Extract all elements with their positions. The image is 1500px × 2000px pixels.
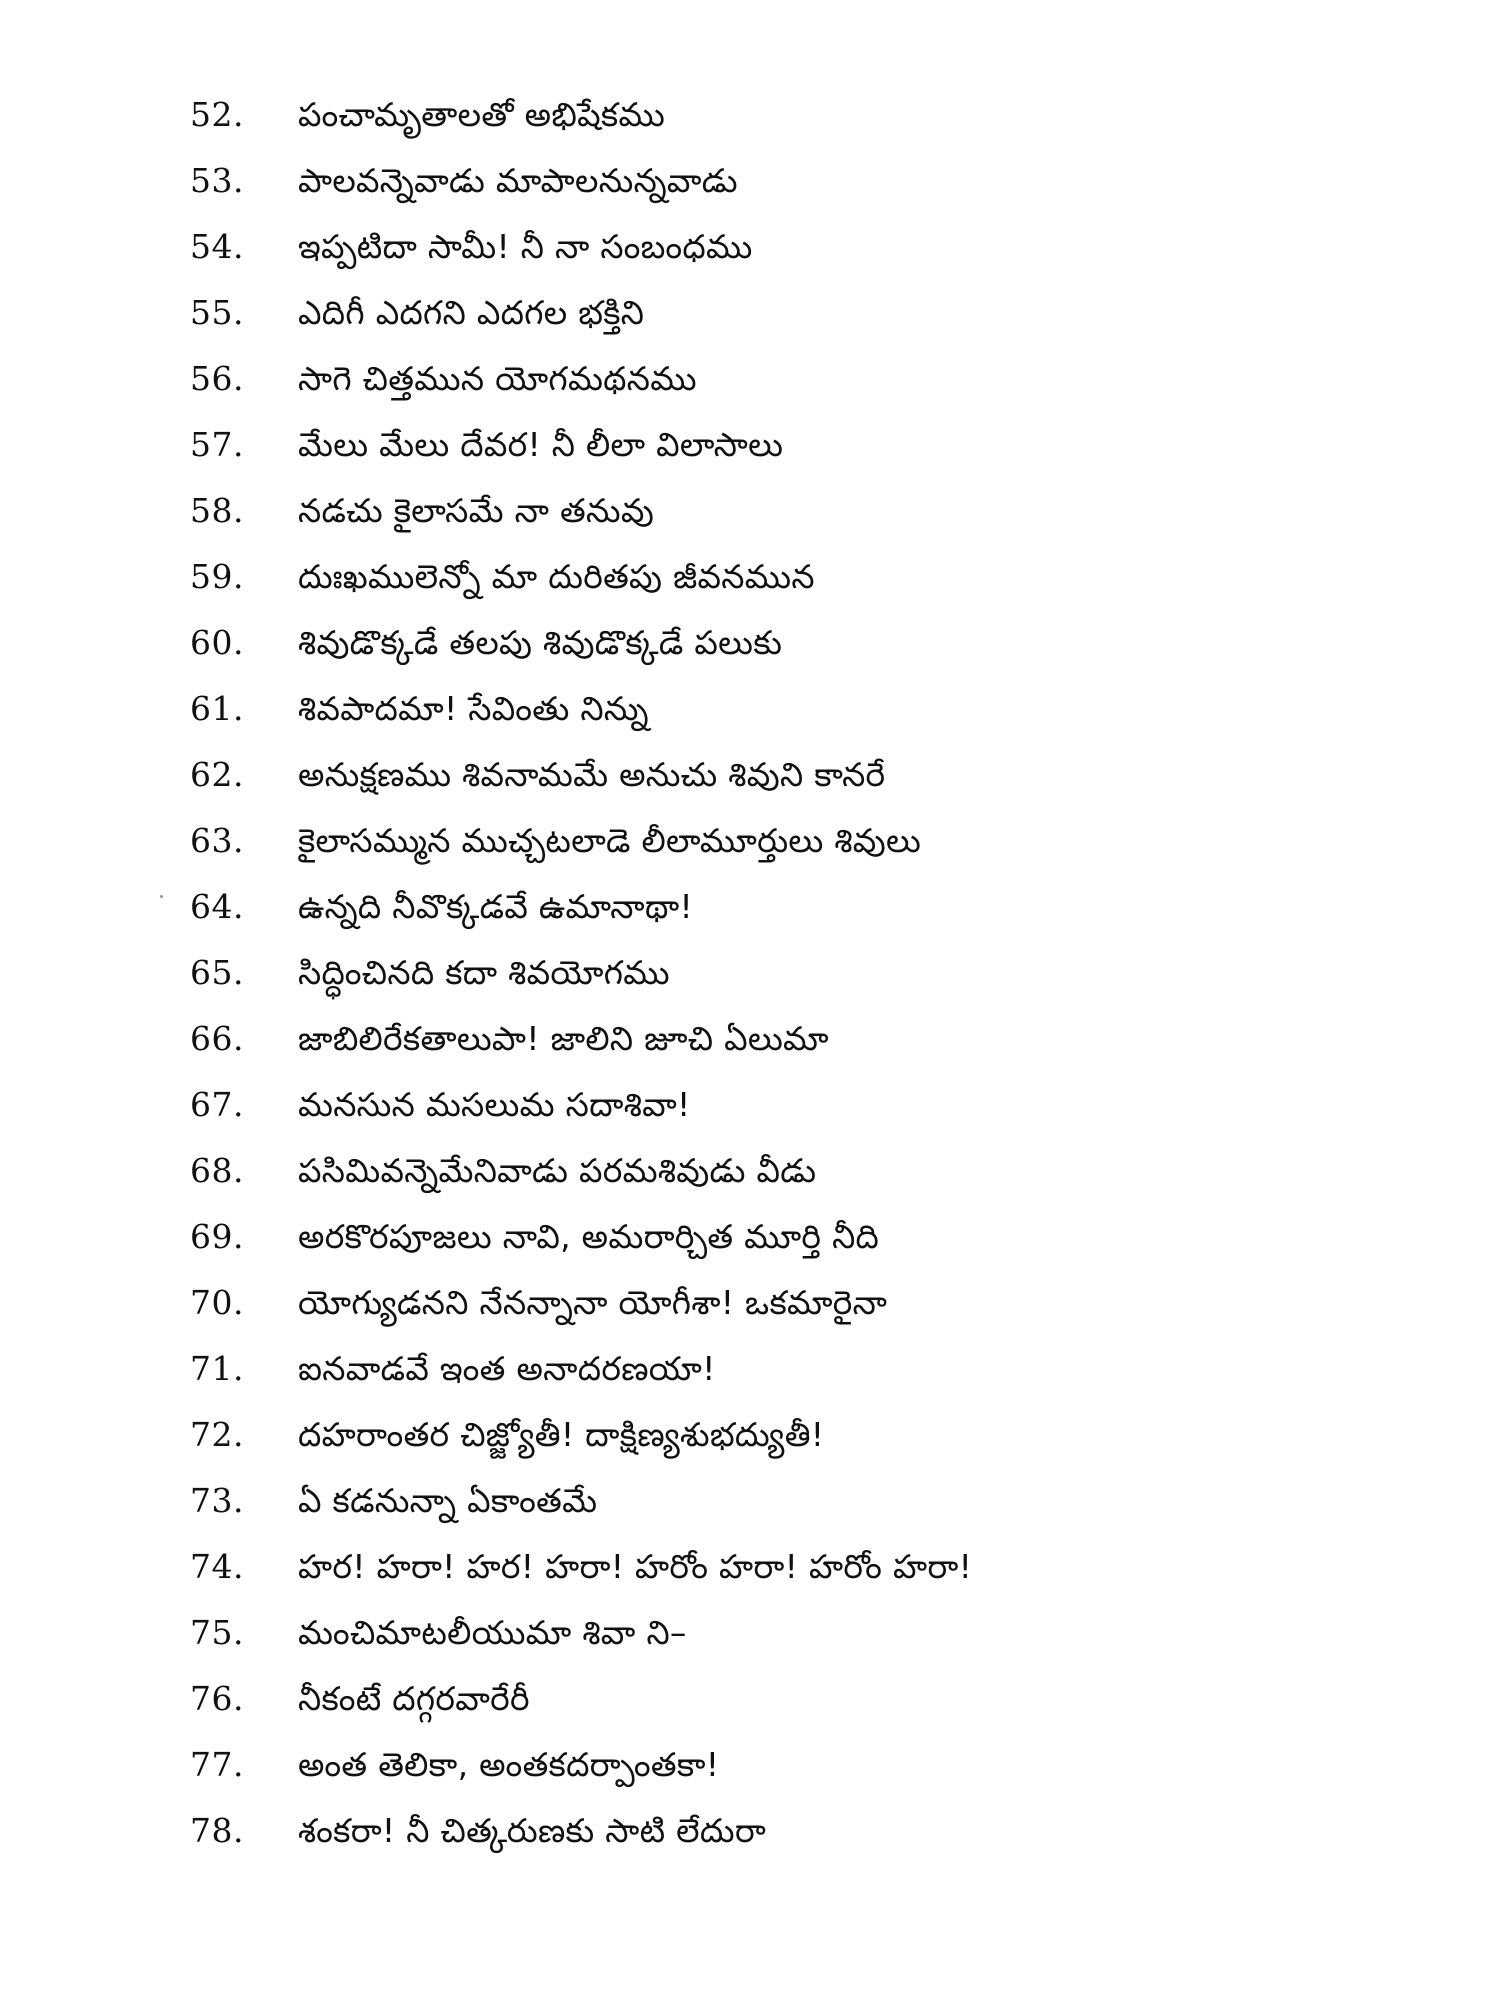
item-number: 63.	[190, 821, 244, 860]
item-title: నడచు కైలాసమే నా తనువు	[298, 491, 655, 530]
item-title: శివుడొక్కడే తలపు శివుడొక్కడే పలుకు	[298, 623, 783, 662]
list-item	[190, 1138, 1390, 1204]
item-number: 52.	[190, 95, 244, 134]
item-title: హర! హరా! హర! హరా! హరోం హరా! హరోం హరా!	[298, 1547, 973, 1586]
item-title: పంచామృతాలతో అభిషేకము	[298, 95, 666, 134]
item-title: కైలాసమ్మున ముచ్చటలాడె లీలామూర్తులు శివులు	[298, 821, 922, 860]
list-item	[190, 346, 1390, 412]
item-number: 78.	[190, 1811, 244, 1850]
item-title: యోగ్యుడనని నేనన్నానా యోగీశా! ఒకమారైనా	[298, 1283, 888, 1322]
item-title: ఇప్పటిదా సామీ! నీ నా సంబంధము	[298, 227, 753, 266]
item-title: నీకంటే దగ్గరవారేరీ	[298, 1679, 530, 1718]
item-title: పాలవన్నెవాడు మాపాలనున్నవాడు	[298, 161, 738, 200]
list-item	[190, 1204, 1390, 1270]
item-number: 68.	[190, 1151, 244, 1190]
list-item	[190, 1072, 1390, 1138]
item-number: 70.	[190, 1283, 244, 1322]
list-item	[190, 1732, 1390, 1798]
list-item	[190, 82, 1390, 148]
item-title: ఐనవాడవే ఇంత అనాదరణయా!	[298, 1349, 716, 1388]
list-item	[190, 1600, 1390, 1666]
list-item	[190, 1534, 1390, 1600]
list-item	[190, 544, 1390, 610]
item-title: అంత తెలికా, అంతకదర్పాంతకా!	[298, 1745, 720, 1784]
list-item	[190, 1402, 1390, 1468]
item-title: సాగె చిత్తమున యోగమథనము	[298, 359, 697, 398]
list-item	[190, 1798, 1390, 1864]
item-number: 77.	[190, 1745, 244, 1784]
item-number: 58.	[190, 491, 244, 530]
item-number: 73.	[190, 1481, 244, 1520]
list-item	[190, 742, 1390, 808]
item-number: 72.	[190, 1415, 244, 1454]
list-item	[190, 808, 1390, 874]
item-number: 76.	[190, 1679, 244, 1718]
item-title: మంచిమాటలీయుమా శివా ని–	[298, 1613, 687, 1652]
list-item	[190, 1006, 1390, 1072]
item-number: 61.	[190, 689, 244, 728]
list-item	[190, 1270, 1390, 1336]
item-title: జాబిలిరేకతాలుపా! జాలిని జూచి ఏలుమా	[298, 1019, 829, 1058]
scan-speck	[160, 895, 163, 898]
item-number: 65.	[190, 953, 244, 992]
item-number: 66.	[190, 1019, 244, 1058]
item-title: మనసున మసలుమ సదాశివా!	[298, 1085, 691, 1124]
item-number: 59.	[190, 557, 244, 596]
item-title: పసిమివన్నెమేనివాడు పరమశివుడు వీడు	[298, 1151, 817, 1190]
item-number: 60.	[190, 623, 244, 662]
item-number: 54.	[190, 227, 244, 266]
list-item	[190, 1666, 1390, 1732]
item-number: 62.	[190, 755, 244, 794]
list-item	[190, 478, 1390, 544]
item-title: శివపాదమా! సేవింతు నిన్ను	[298, 689, 649, 728]
item-number: 57.	[190, 425, 244, 464]
item-number: 69.	[190, 1217, 244, 1256]
item-title: మేలు మేలు దేవర! నీ లీలా విలాసాలు	[298, 425, 784, 464]
item-number: 53.	[190, 161, 244, 200]
item-title: ఏ కడనున్నా ఏకాంతమే	[298, 1481, 598, 1520]
list-item	[190, 1336, 1390, 1402]
list-item	[190, 214, 1390, 280]
list-item	[190, 280, 1390, 346]
list-item	[190, 610, 1390, 676]
item-number: 71.	[190, 1349, 244, 1388]
item-title: దహరాంతర చిజ్జ్యోతీ! దాక్షిణ్యశుభద్యుతీ!	[298, 1415, 825, 1454]
list-item	[190, 1468, 1390, 1534]
item-title: దుఃఖములెన్నో మా దురితపు జీవనమున	[298, 557, 815, 596]
item-title: సిద్ధించినది కదా శివయోగము	[298, 953, 670, 992]
item-title: అరకొరపూజలు నావి, అమరార్చిత మూర్తి నీది	[298, 1217, 880, 1256]
item-number: 75.	[190, 1613, 244, 1652]
item-title: శంకరా! నీ చిత్కరుణకు సాటి లేదురా	[298, 1811, 767, 1850]
list-item	[190, 940, 1390, 1006]
list-item	[190, 874, 1390, 940]
item-title: ఉన్నది నీవొక్కడవే ఉమానాథా!	[298, 887, 694, 926]
item-number: 56.	[190, 359, 244, 398]
item-number: 55.	[190, 293, 244, 332]
list-item	[190, 148, 1390, 214]
song-title-list	[190, 82, 1390, 1864]
item-number: 67.	[190, 1085, 244, 1124]
item-title: ఎదిగీ ఎదగని ఎదగల భక్తిని	[298, 293, 645, 332]
list-item	[190, 412, 1390, 478]
item-number: 74.	[190, 1547, 244, 1586]
list-item	[190, 676, 1390, 742]
item-title: అనుక్షణము శివనామమే అనుచు శివుని కానరే	[298, 755, 886, 794]
item-number: 64.	[190, 887, 244, 926]
